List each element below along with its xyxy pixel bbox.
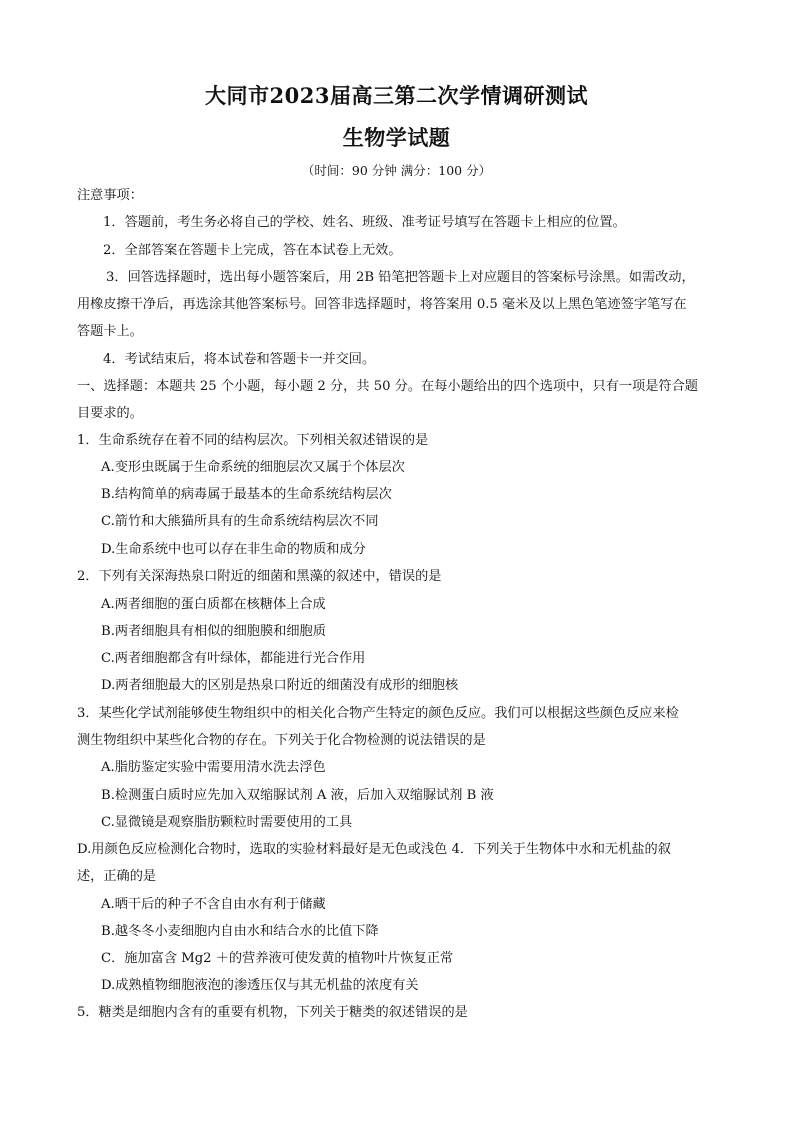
notice-item-4: 4．考试结束后，将本试卷和答题卡一并交回。 <box>103 352 376 367</box>
notice-heading: 注意事项： <box>77 188 143 203</box>
q1-option-c: C.箭竹和大熊猫所具有的生命系统结构层次不同 <box>101 514 379 529</box>
q3-option-a: A.脂肪鉴定实验中需要用清水洗去浮色 <box>101 760 326 775</box>
subject-title: 生物学试题 <box>342 125 451 150</box>
q3-stem-line-2: 测生物组织中某些化合物的存在。下列关于化合物检测的说法错误的是 <box>77 733 486 748</box>
q4-option-c: C．施加富含 Mg2 ＋的营养液可使发黄的植物叶片恢复正常 <box>101 951 454 966</box>
q1-stem: 1．生命系统存在着不同的结构层次。下列相关叙述错误的是 <box>77 433 429 448</box>
q3-option-c: C.显微镜是观察脂肪颗粒时需要使用的工具 <box>101 815 353 830</box>
notice-item-3-line-2: 用橡皮擦干净后，再选涂其他答案标号。回答非选择题时，将答案用 0.5 毫米及以上黑色笔迹签字笔写在 <box>77 297 687 312</box>
q2-option-d: D.两者细胞最大的区别是热泉口附近的细菌没有成形的细胞核 <box>101 678 459 693</box>
q3-stem-line-1: 3．某些化学试剂能够使生物组织中的相关化合物产生特定的颜色反应。我们可以根据这些颜色反应来检 <box>77 706 679 721</box>
q3-option-d-and-q4-stem: D.用颜色反应检测化合物时，选取的实验材料最好是无色或浅色 4．下列关于生物体中水和无机盐的叙 <box>77 842 671 857</box>
notice-item-3-line-3: 答题卡上。 <box>77 324 143 339</box>
q2-option-b: B.两者细胞具有相似的细胞膜和细胞质 <box>101 624 326 639</box>
notice-item-3-line-1: 3．回答选择题时，选出每小题答案后，用 2B 铅笔把答题卡上对应题目的答案标号涂黑。如需改动， <box>106 270 695 285</box>
q1-option-d: D.生命系统中也可以存在非生命的物质和成分 <box>101 542 366 557</box>
q2-stem: 2．下列有关深海热泉口附近的细菌和黑藻的叙述中，错误的是 <box>77 569 442 584</box>
q1-option-b: B.结构简单的病毒属于最基本的生命系统结构层次 <box>101 487 392 502</box>
exam-title: 大同市2023届高三第二次学情调研测试 <box>205 83 588 108</box>
q5-stem: 5．糖类是细胞内含有的重要有机物，下列关于糖类的叙述错误的是 <box>77 1005 468 1020</box>
q2-option-c: C.两者细胞都含有叶绿体，都能进行光合作用 <box>101 651 366 666</box>
time-score-info: （时间：90 分钟 满分：100 分） <box>301 163 492 178</box>
q4-option-b: B.越冬冬小麦细胞内自由水和结合水的比值下降 <box>101 924 379 939</box>
section-intro-line-1: 一、选择题：本题共 25 个小题，每小题 2 分，共 50 分。在每小题给出的四个选项中，只有一项是符合题 <box>77 379 698 394</box>
q3-option-b: B.检测蛋白质时应先加入双缩脲试剂 A 液，后加入双缩脲试剂 B 液 <box>101 788 494 803</box>
q4-stem-line-2: 述，正确的是 <box>77 869 157 884</box>
q1-option-a: A.变形虫既属于生命系统的细胞层次又属于个体层次 <box>101 460 405 475</box>
q2-option-a: A.两者细胞的蛋白质都在核糖体上合成 <box>101 597 326 612</box>
notice-item-2: 2．全部答案在答题卡上完成，答在本试卷上无效。 <box>103 243 402 258</box>
q4-option-d: D.成熟植物细胞液泡的渗透压仅与其无机盐的浓度有关 <box>101 978 419 993</box>
notice-item-1: 1．答题前，考生务必将自己的学校、姓名、班级、准考证号填写在答题卡上相应的位置。 <box>103 215 626 230</box>
section-intro-line-2: 目要求的。 <box>77 406 143 421</box>
q4-option-a: A.晒干后的种子不含自由水有利于储藏 <box>101 897 326 912</box>
